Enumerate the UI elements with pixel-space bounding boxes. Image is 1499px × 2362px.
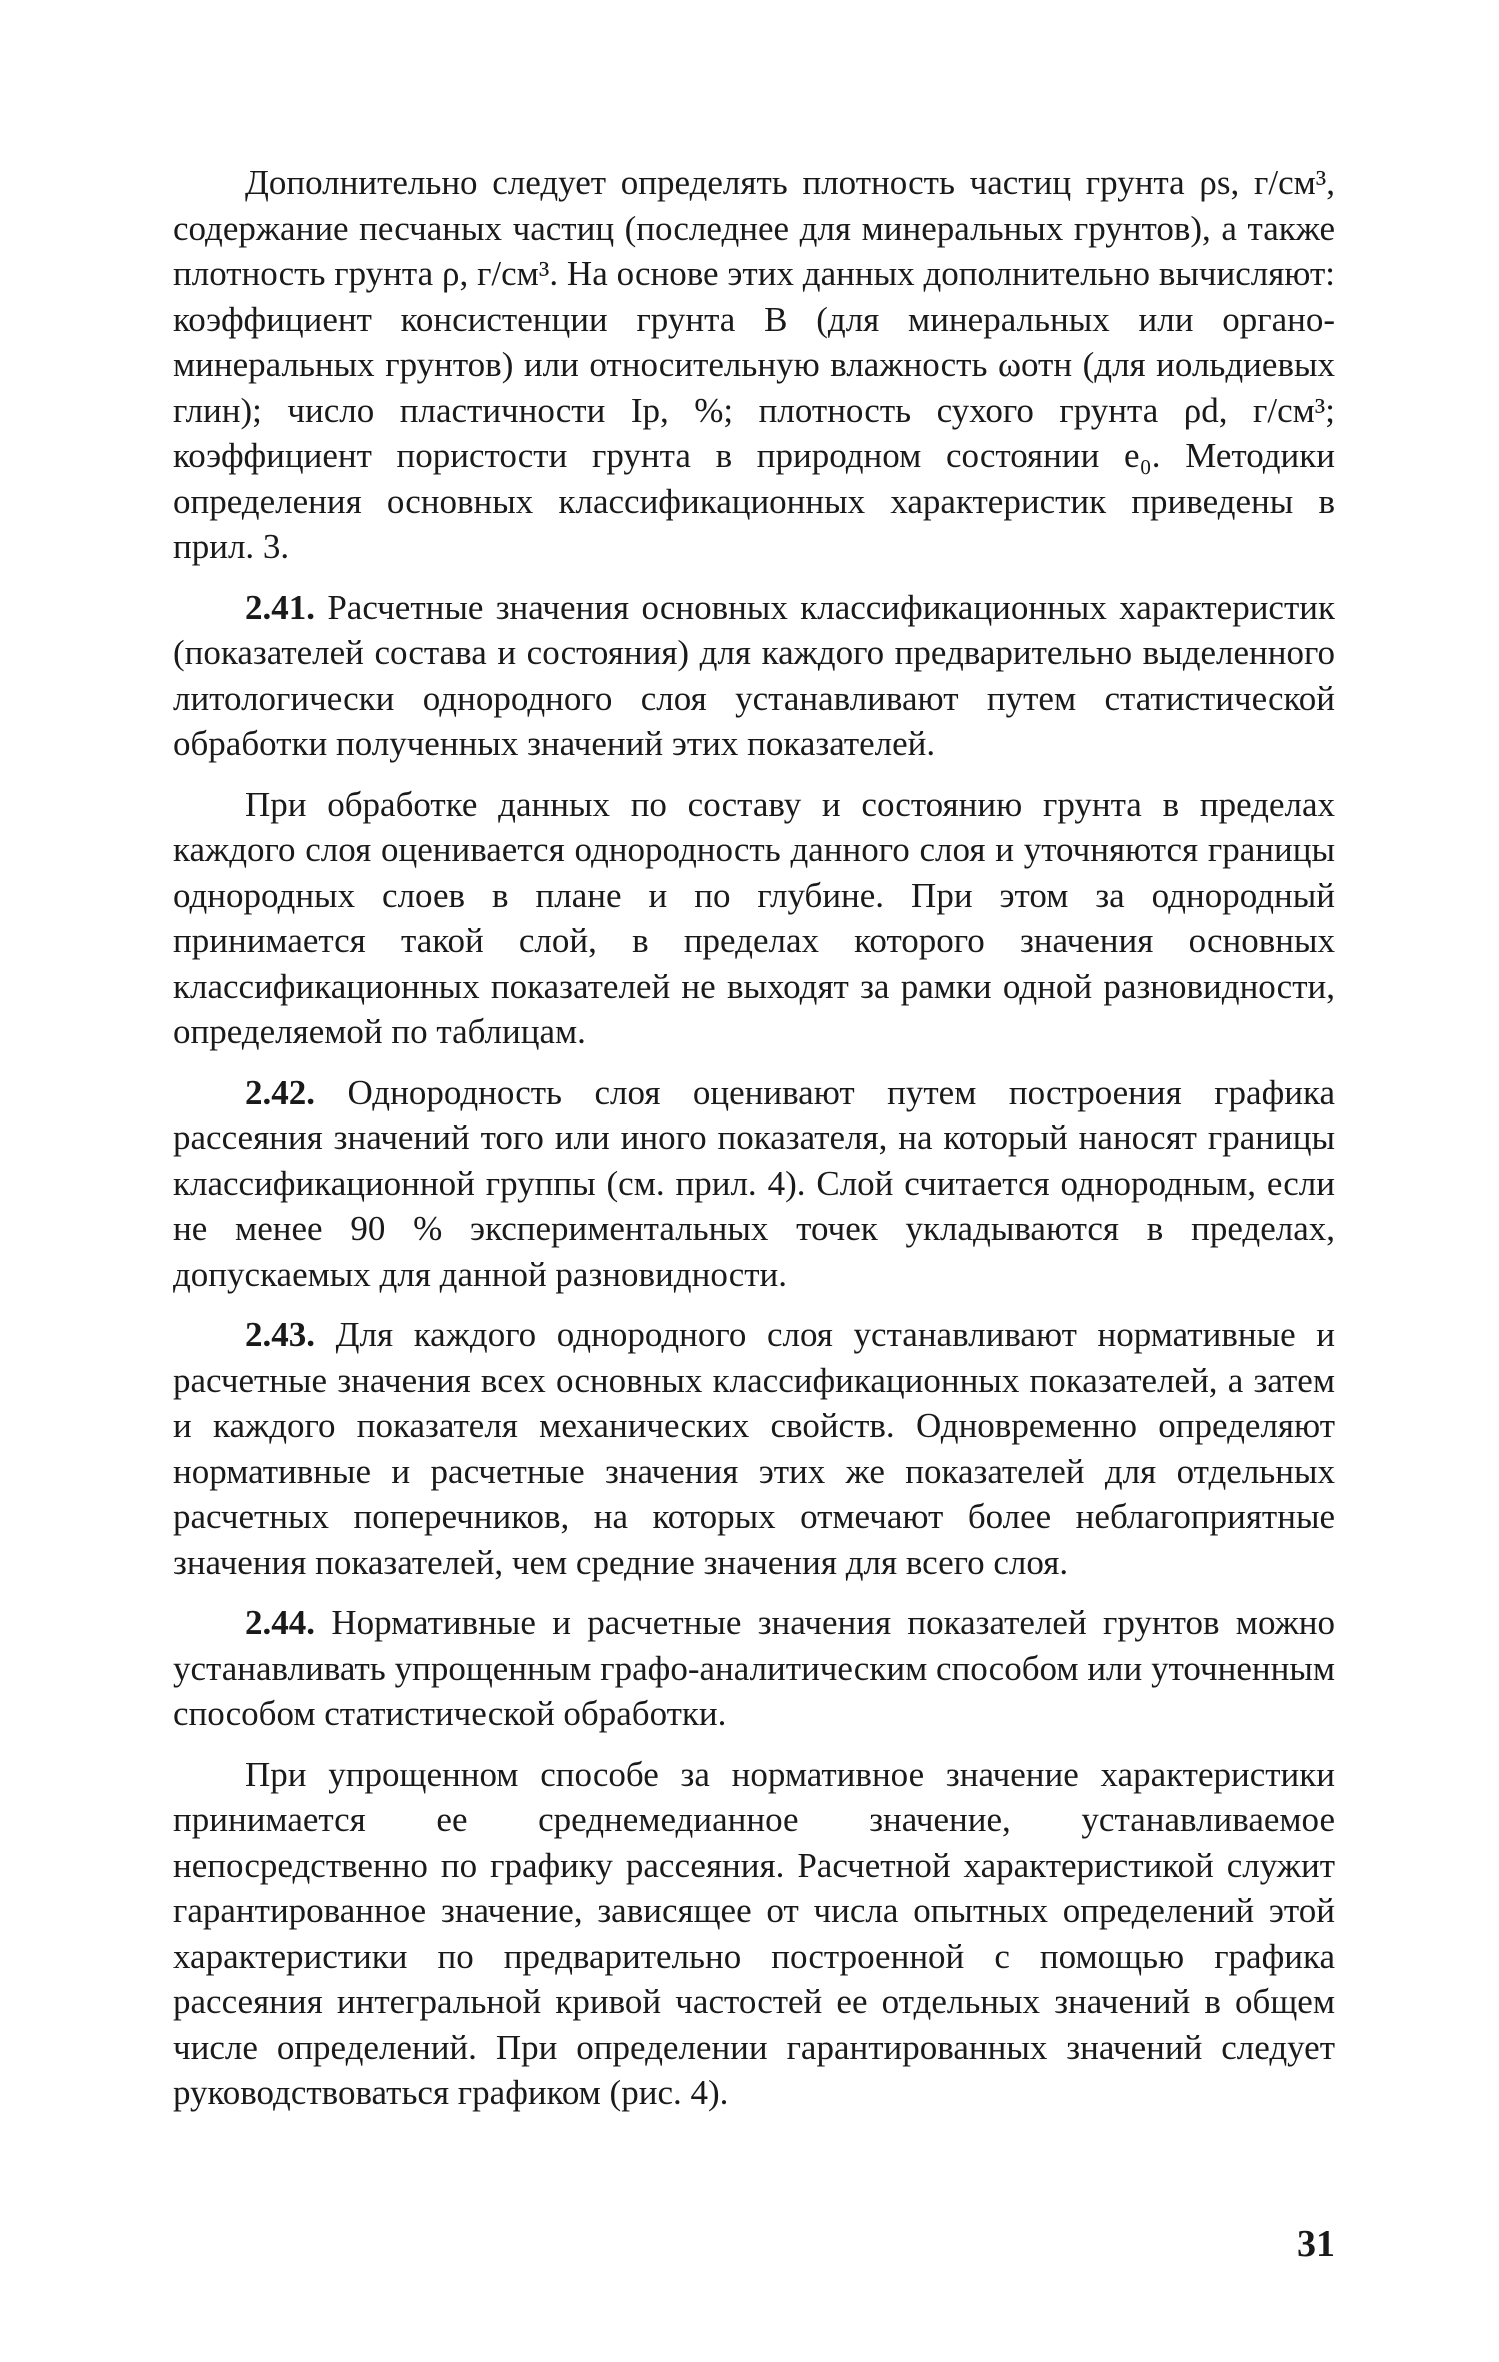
paragraph-2-42: [173, 1070, 1335, 1298]
section-number: 2.42.: [245, 1072, 315, 1112]
page-number: 31: [1297, 2223, 1335, 2265]
section-number: 2.41.: [245, 587, 315, 627]
section-number: 2.43.: [245, 1315, 315, 1354]
page-body: [173, 160, 1335, 2131]
paragraph-text: Однородность слоя оценивают путем построения графика рассеяния значений того или иного показателя, на который наносят границы классификационной группы (см. прил. 4). Слой считается однородным, если не менее 90 % экспериментальных точек укладываются в пределах, допускаемых для данной разновидности.: [173, 1072, 1335, 1294]
paragraph-processing: [173, 782, 1335, 1055]
section-number: 2.44.: [245, 1603, 315, 1642]
paragraph-2-43: [173, 1312, 1335, 1585]
paragraph-text: При обработке данных по составу и состоянию грунта в пределах каждого слоя оценивается однородность данного слоя и уточняются границы однородных слоев в плане и по глубине. При этом за однородный принимается такой слой, в пределах которого значения основных классификационных показателей не выходят за рамки одной разновидности, определяемой по таблицам.: [173, 784, 1335, 1051]
paragraph-text: Нормативные и расчетные значения показателей грунтов можно устанавливать упрощенным графо-аналитическим способом или уточненным способом статистической обработки.: [173, 1603, 1335, 1733]
paragraph-intro: [173, 160, 1335, 570]
paragraph-2-41: [173, 585, 1335, 767]
paragraph-text: Для каждого однородного слоя устанавливают нормативные и расчетные значения всех основных классификационных показателей, а затем и каждого показателя механических свойств. Одновременно определяют нормативные и расчетные значения этих же показателей для отдельных расчетных поперечников, на которых отмечают более неблагоприятные значения показателей, чем средние значения для всего слоя.: [173, 1315, 1335, 1582]
paragraph-text: Дополнительно следует определять плотность частиц грунта ρs, г/см³, содержание песчаных частиц (последнее для минеральных грунтов), а также плотность грунта ρ, г/см³. На основе этих данных дополнительно вычисляют: коэффициент консистенции грунта B (для минеральных или органо-минеральных грунтов) или относительную влажность ωотн (для иольдиевых глин); число пластичности Ip, %; плотность сухого грунта ρd, г/см³; коэффициент пористости грунта в природном состоянии e₀. Методики определения основных классификационных характеристик приведены в прил. 3.: [173, 163, 1335, 566]
paragraph-text: Расчетные значения основных классификационных характеристик (показателей состава и состояния) для каждого предварительно выделенного литологически однородного слоя устанавливают путем статистической обработки полученных значений этих показателей.: [173, 587, 1335, 763]
paragraph-2-44: [173, 1600, 1335, 1737]
paragraph-text: При упрощенном способе за нормативное значение характеристики принимается ее среднемедианное значение, устанавливаемое непосредственно по графику рассеяния. Расчетной характеристикой служит гарантированное значение, зависящее от числа опытных определений этой характеристики по предварительно построенной с помощью графика рассеяния интегральной кривой частостей ее отдельных значений в общем числе определений. При определении гарантированных значений следует руководствоваться графиком (рис. 4).: [173, 1754, 1335, 2112]
paragraph-simplified-method: [173, 1752, 1335, 2116]
